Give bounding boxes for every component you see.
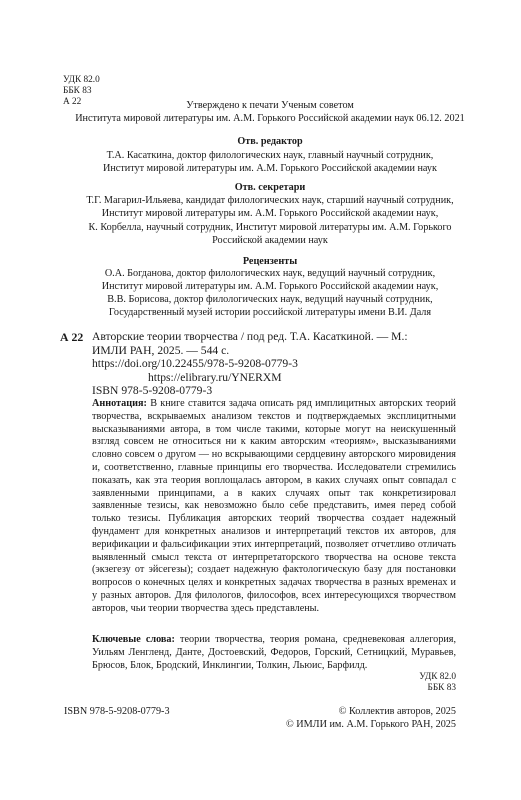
keywords-text: теории творчества, теория романа, средневековая аллегория, Уильям Ленгленд, Данте, Достоевский, Федоров, Горский, Сетницкий, Муравьев, Брюсов, Блок, Бродский, Инклингии, Толкин, Льюис, Барфилд. bbox=[92, 634, 457, 671]
bbk-code: ББК 83 bbox=[427, 683, 456, 693]
secretary-line: Институт мировой литературы им. А.М. Горького Российской академии наук, bbox=[101, 207, 439, 219]
reviewer-2-info bbox=[70, 294, 470, 319]
catalog-isbn: ISBN 978-5-9208-0779-3 bbox=[92, 384, 213, 398]
catalog-line: ИМЛИ РАН, 2025. — 544 с. bbox=[92, 343, 230, 357]
secretary-line: Т.Г. Магарил-Ильяева, кандидат филологических наук, старший научный сотрудник, bbox=[86, 195, 454, 206]
reviewer-line: Государственный музей истории российской литературы имени В.И. Даля bbox=[108, 306, 432, 318]
approval-line: Утверждено к печати Ученым советом bbox=[186, 100, 354, 111]
editor-line: Институт мировой литературы им. А.М. Горького Российской академии наук bbox=[103, 162, 437, 174]
udk-code: УДК 82.0 bbox=[419, 672, 456, 682]
doi-link[interactable]: https://doi.org/10.22455/978-5-9208-0779-3 bbox=[92, 357, 298, 371]
classification-codes-bottom bbox=[400, 672, 456, 694]
catalog-code: А 22 bbox=[60, 330, 84, 344]
reviewer-line: Институт мировой литературы им. А.М. Горького Российской академии наук, bbox=[101, 280, 439, 292]
editor-heading: Отв. редактор bbox=[237, 136, 303, 147]
keywords-label: Ключевые слова: bbox=[92, 634, 175, 645]
bbk-code: ББК 83 bbox=[63, 86, 92, 96]
copyright-line: © ИМЛИ им. А.М. Горького РАН, 2025 bbox=[285, 718, 456, 730]
secretaries-heading: Отв. секретари bbox=[234, 182, 306, 193]
copyright-notice bbox=[280, 706, 456, 731]
secretary-line: К. Корбелла, научный сотрудник, Институт мировой литературы им. А.М. Горького bbox=[88, 222, 452, 233]
editor-line: Т.А. Касаткина, доктор филологических наук, главный научный сотрудник, bbox=[106, 150, 434, 161]
reviewer-line: О.А. Богданова, доктор филологических наук, ведущий научный сотрудник, bbox=[104, 268, 436, 279]
elibrary-link[interactable]: https://elibrary.ru/YNERXM bbox=[148, 370, 282, 384]
secretary-2-info bbox=[70, 222, 470, 247]
catalog-line: Авторские теории творчества / под ред. Т.А. Касаткиной. — М.: bbox=[92, 330, 408, 343]
approval-note bbox=[60, 100, 480, 125]
copyright-line: © Коллектив авторов, 2025 bbox=[338, 706, 456, 717]
abstract bbox=[92, 398, 456, 616]
udk-code: УДК 82.0 bbox=[63, 75, 100, 85]
reviewers-heading: Рецензенты bbox=[242, 256, 298, 267]
author-mark: А 22 bbox=[63, 97, 82, 107]
reviewer-line: В.В. Борисова, доктор филологических наук, ведущий научный сотрудник, bbox=[107, 294, 433, 305]
secretary-line: Российской академии наук bbox=[212, 234, 328, 246]
isbn-number: ISBN 978-5-9208-0779-3 bbox=[64, 706, 170, 717]
approval-line: Института мировой литературы им. А.М. Горького Российской академии наук 06.12. 2021 bbox=[75, 112, 465, 124]
catalog-description bbox=[92, 330, 454, 398]
keywords bbox=[92, 634, 456, 672]
reviewer-1-info bbox=[70, 268, 470, 293]
secretary-1-info bbox=[70, 195, 470, 220]
abstract-text: В книге ставится задача описать ряд имплицитных авторских теорий творчества, вскрываемых анализом текстов и подтверждаемых эксплицитными высказываниями автора, в том числе такими, которые могут на неискушенный взгляд совсем не относиться ни к каким авторским «теориям», высказываниями словно совсем о другом — но вскрывающими сердцевину авторского мировидения и, соответственно, главные принципы его творчества. Исследователи стремились показать, как эта теория воплощалась автором, в каких случаях опыт совпадал с заявленными принципами, а в каких случаях опыт так конкретизировал заявленные тезисы, как невозможно было себе представить, имея перед собой только тезисы. Публикация авторских теорий творчества создает надежный фундамент для конкретных анализов и интерпретаций текстов их авторов, для верификации и фальсификации этих интерпретаций, позволяет отчетливо отличать выявленный смысл текста от интерпретаторского творчества на основе текста (экзегезу от эйсегезы); создает надежную фактологическую базу для постановки вопросов о конечных целях и конкретных задачах творчества в разных временах и у разных авторов. Для филологов, философов, всех интересующихся творчеством авторов, чьи теории творчества здесь представлены. bbox=[92, 398, 456, 614]
abstract-label: Аннотация: bbox=[92, 398, 147, 409]
editor-info bbox=[70, 150, 470, 175]
